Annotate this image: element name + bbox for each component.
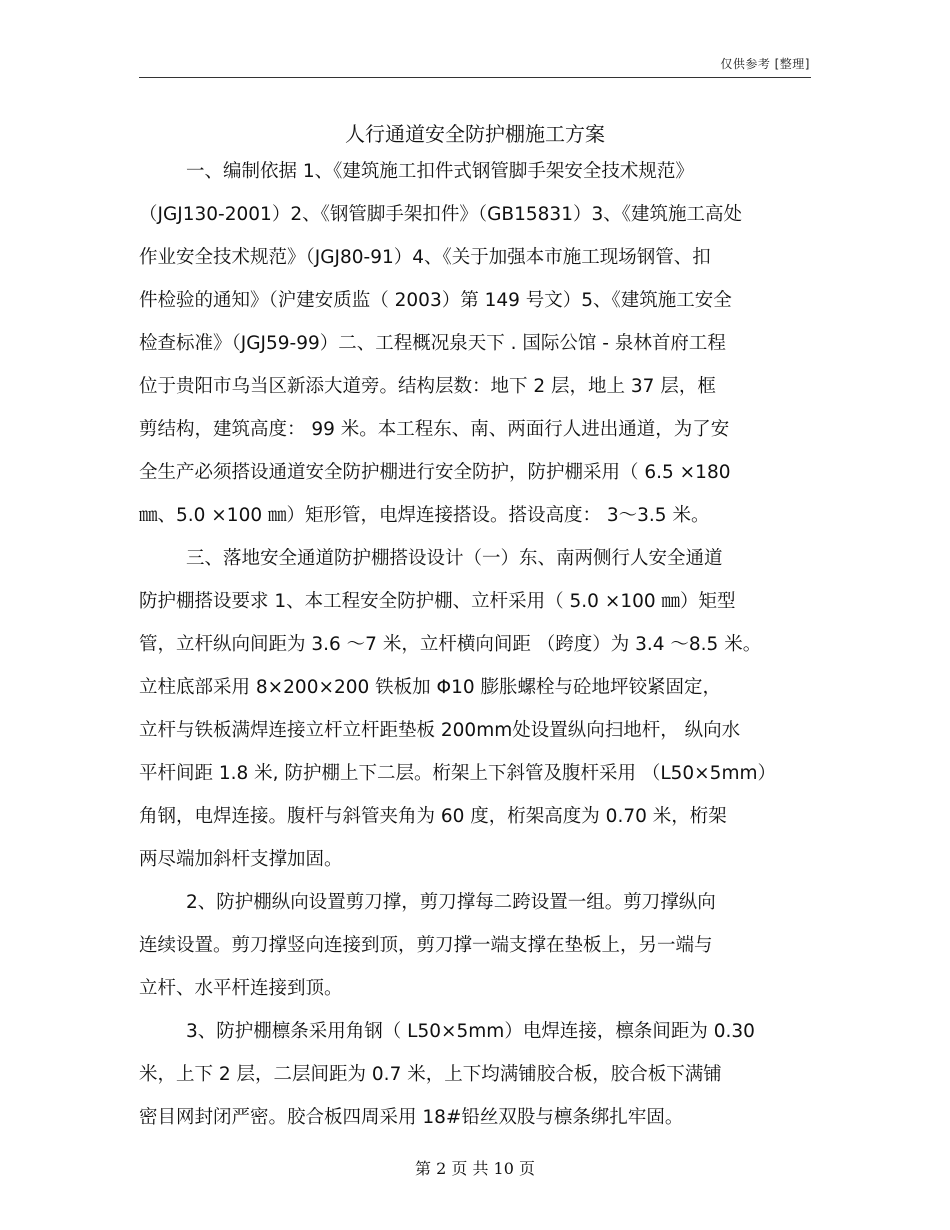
body-line: 2、防护棚纵向设置剪刀撑，剪刀撑每二跨设置一组。剪刀撑纵向 [186,892,716,913]
body-line: 位于贵阳市乌当区新添大道旁。结构层数：地下 2 层，地上 37 层，框 [139,376,716,397]
body-line: 平杆间距 1.8 米, 防护棚上下二层。桁架上下斜管及腹杆采用 （L50×5mm） [139,763,776,784]
document-body [139,150,819,1139]
body-line: 立杆、水平杆连接到顶。 [139,978,343,999]
document-title: 人行通道安全防护棚施工方案 [345,122,605,146]
body-line: 两尽端加斜杆支撑加固。 [139,849,343,870]
body-line: 作业安全技术规范》（JGJ80-91）4、《关于加强本市施工现场钢管、扣 [139,247,711,268]
body-line: 件检验的通知》（沪建安质监（ 2003）第 149 号文）5、《建筑施工安全 [139,290,732,311]
body-line: 3、防护棚檩条采用角钢（ L50×5mm）电焊连接，檩条间距为 0.30 [186,1021,755,1042]
header-note: 仅供参考 [整理] [720,57,810,71]
body-line: 一、编制依据 1、《建筑施工扣件式钢管脚手架安全技术规范》 [186,161,694,182]
body-line: 检查标准》（JGJ59-99）二、工程概况泉天下 . 国际公馆 - 泉林首府工程 [139,333,726,354]
body-line: 剪结构，建筑高度： 99 米。本工程东、南、两面行人进出通道，为了安 [139,419,730,440]
body-line: 防护棚搭设要求 1、本工程安全防护棚、立杆采用（ 5.0 ×100 ㎜）矩型 [139,591,736,612]
body-line: 米，上下 2 层，二层间距为 0.7 米，上下均满铺胶合板，胶合板下满铺 [139,1064,722,1085]
body-line: 三、落地安全通道防护棚搭设设计（一）东、南两侧行人安全通道 [186,548,723,569]
body-line: 立杆与铁板满焊连接立杆立杆距垫板 200mm处设置纵向扫地杆， 纵向水 [139,720,741,741]
body-line: 全生产必须搭设通道安全防护棚进行安全防护，防护棚采用（ 6.5 ×180 [139,462,731,483]
body-line: 立柱底部采用 8×200×200 铁板加 Φ10 膨胀螺栓与砼地坪铰紧固定， [139,677,722,698]
body-line: ㎜、5.0 ×100 ㎜）矩形管，电焊连接搭设。搭设高度： 3～3.5 米。 [139,505,710,526]
body-line: 管，立杆纵向间距为 3.6 ～7 米，立杆横向间距 （跨度）为 3.4 ～8.5 米。 [139,634,762,655]
header-divider [139,77,811,78]
body-line: 角钢，电焊连接。腹杆与斜管夹角为 60 度，桁架高度为 0.70 米，桁架 [139,806,727,827]
page-footer: 第 2 页 共 10 页 [415,1159,535,1178]
body-line: 密目网封闭严密。胶合板四周采用 18#铅丝双股与檩条绑扎牢固。 [139,1107,684,1128]
body-line: 连续设置。剪刀撑竖向连接到顶，剪刀撑一端支撑在垫板上，另一端与 [139,935,713,956]
body-line: （JGJ130-2001）2、《钢管脚手架扣件》（GB15831）3、《建筑施工高处 [139,204,742,225]
